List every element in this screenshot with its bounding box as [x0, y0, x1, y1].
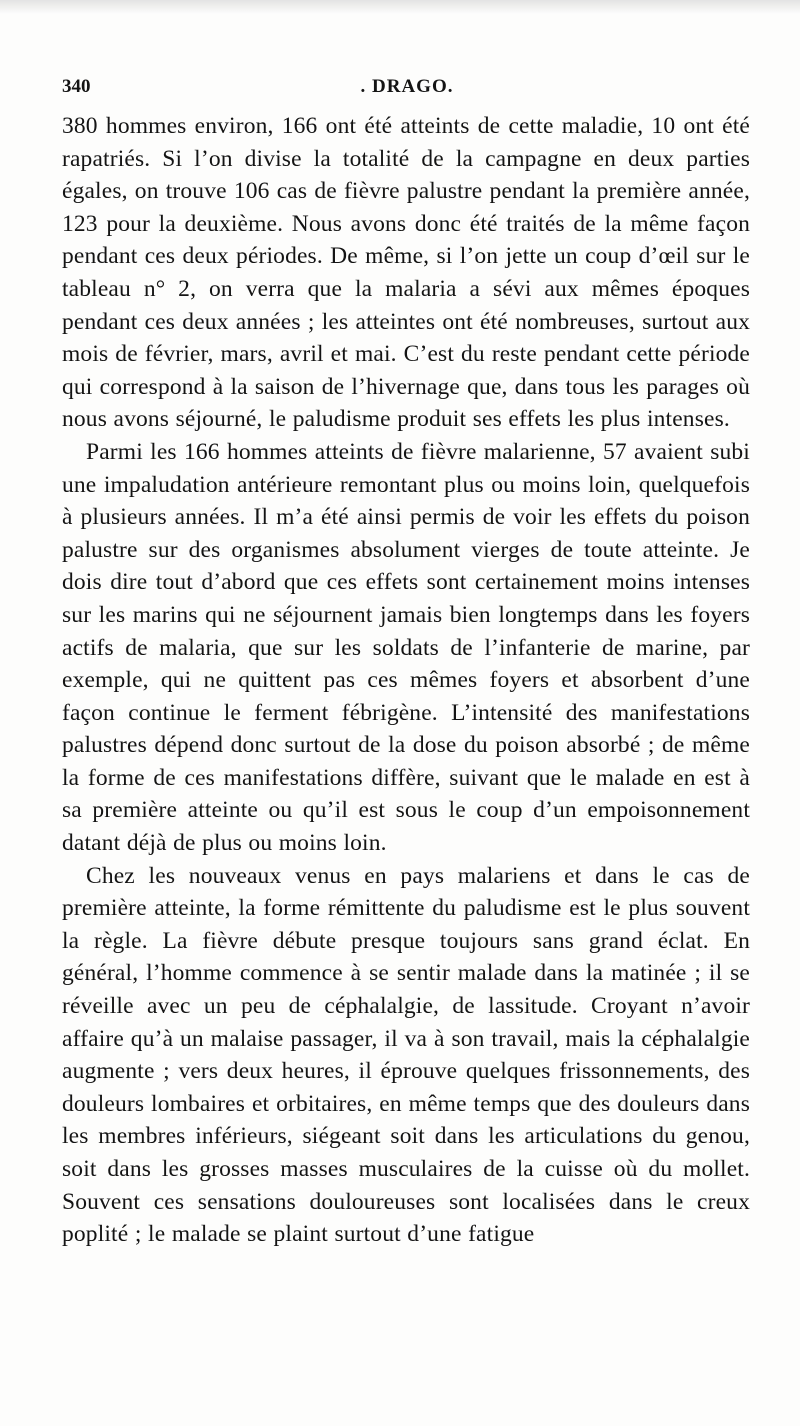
- running-head: . DRAGO.: [360, 76, 454, 97]
- paragraph: Chez les nouveaux venus en pays malariens et dans le cas de première atteinte, la forme rémittente du paludisme est le plus souvent la règle. La fièvre débute presque toujours sans grand éclat. En général, l’homme commence à se sentir malade dans la matinée ; il se réveille avec un peu de céphalalgie, de lassitude. Croyant n’avoir affaire qu’à un malaise passager, il va à son travail, mais la céphalalgie augmente ; vers deux heures, il éprouve quelques frissonnements, des douleurs lombaires et orbitaires, en même temps que des douleurs dans les membres inférieurs, siégeant soit dans les articulations du genou, soit dans les grosses masses musculaires de la cuisse où du mollet. Souvent ces sensations douloureuses sont localisées dans le creux poplité ; le malade se plaint surtout d’une fatigue: [62, 862, 750, 1248]
- paragraph: Parmi les 166 hommes atteints de fièvre malarienne, 57 avaient subi une impaludation antérieure remontant plus ou moins loin, quelquefois à plusieurs années. Il m’a été ainsi permis de voir les effets du poison palustre sur des organismes absolument vierges de toute atteinte. Je dois dire tout d’abord que ces effets sont certainement moins intenses sur les marins qui ne séjournent jamais bien longtemps dans les foyers actifs de malaria, que sur les soldats de l’infanterie de marine, par exemple, qui ne quittent pas ces mêmes foyers et absorbent d’une façon continue le ferment fébrigène. L’intensité des manifestations palustres dépend donc surtout de la dose du poison absorbé ; de même la forme de ces manifestations diffère, suivant que le malade en est à sa première atteinte ou qu’il est sous le coup d’un empoisonnement datant déjà de plus ou moins loin.: [62, 438, 750, 857]
- page-number: 340: [62, 76, 91, 97]
- page-header: [62, 76, 752, 104]
- body-text: [62, 110, 750, 1251]
- paragraph: 380 hommes environ, 166 ont été atteints de cette maladie, 10 ont été rapatriés. Si l’on divise la totalité de la campagne en deux parties égales, on trouve 106 cas de fièvre palustre pendant la première année, 123 pour la deuxième. Nous avons donc été traités de la même façon pendant ces deux périodes. De même, si l’on jette un coup d’œil sur le tableau n° 2, on verra que la malaria a sévi aux mêmes époques pendant ces deux années ; les atteintes ont été nombreuses, surtout aux mois de février, mars, avril et mai. C’est du reste pendant cette période qui correspond à la saison de l’hivernage que, dans tous les parages où nous avons séjourné, le paludisme produit ses effets les plus intenses.: [62, 113, 750, 433]
